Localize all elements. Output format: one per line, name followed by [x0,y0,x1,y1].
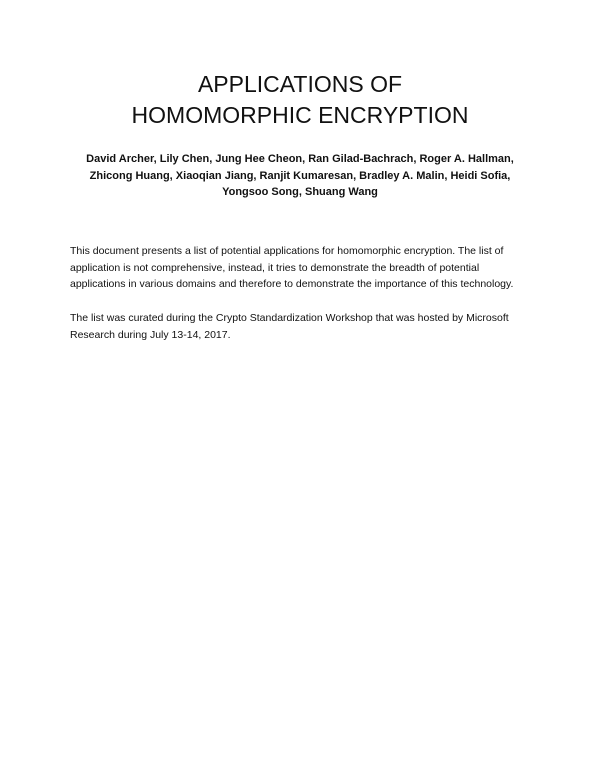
abstract-p1-line: applications in various domains and therefore to demonstrate the importance of this technology. [70,278,514,290]
abstract-p2-line: The list was curated during the Crypto Standardization Workshop that was hosted by Microsoft [70,312,509,324]
document-title-line-2: HOMOMORPHIC ENCRYPTION [131,102,469,128]
author-list [60,151,540,201]
abstract-paragraph-2 [70,310,540,343]
abstract-p2-line: Research during July 13-14, 2017. [70,328,231,341]
author-line-3: Yongsoo Song, Shuang Wang [222,186,378,198]
abstract-p1-line: This document presents a list of potential applications for homomorphic encryption. The list of [70,245,504,257]
document-title-line-1: APPLICATIONS OF [197,71,403,97]
author-line-2: Zhicong Huang, Xiaoqian Jiang, Ranjit Kumaresan, Bradley A. Malin, Heidi Sofia, [89,169,511,182]
abstract-paragraph-1 [70,243,540,293]
abstract-p1-line: application is not comprehensive, instead, it tries to demonstrate the breadth of potential [70,261,480,274]
author-line-1: David Archer, Lily Chen, Jung Hee Cheon, Ran Gilad-Bachrach, Roger A. Hallman, [86,153,514,165]
